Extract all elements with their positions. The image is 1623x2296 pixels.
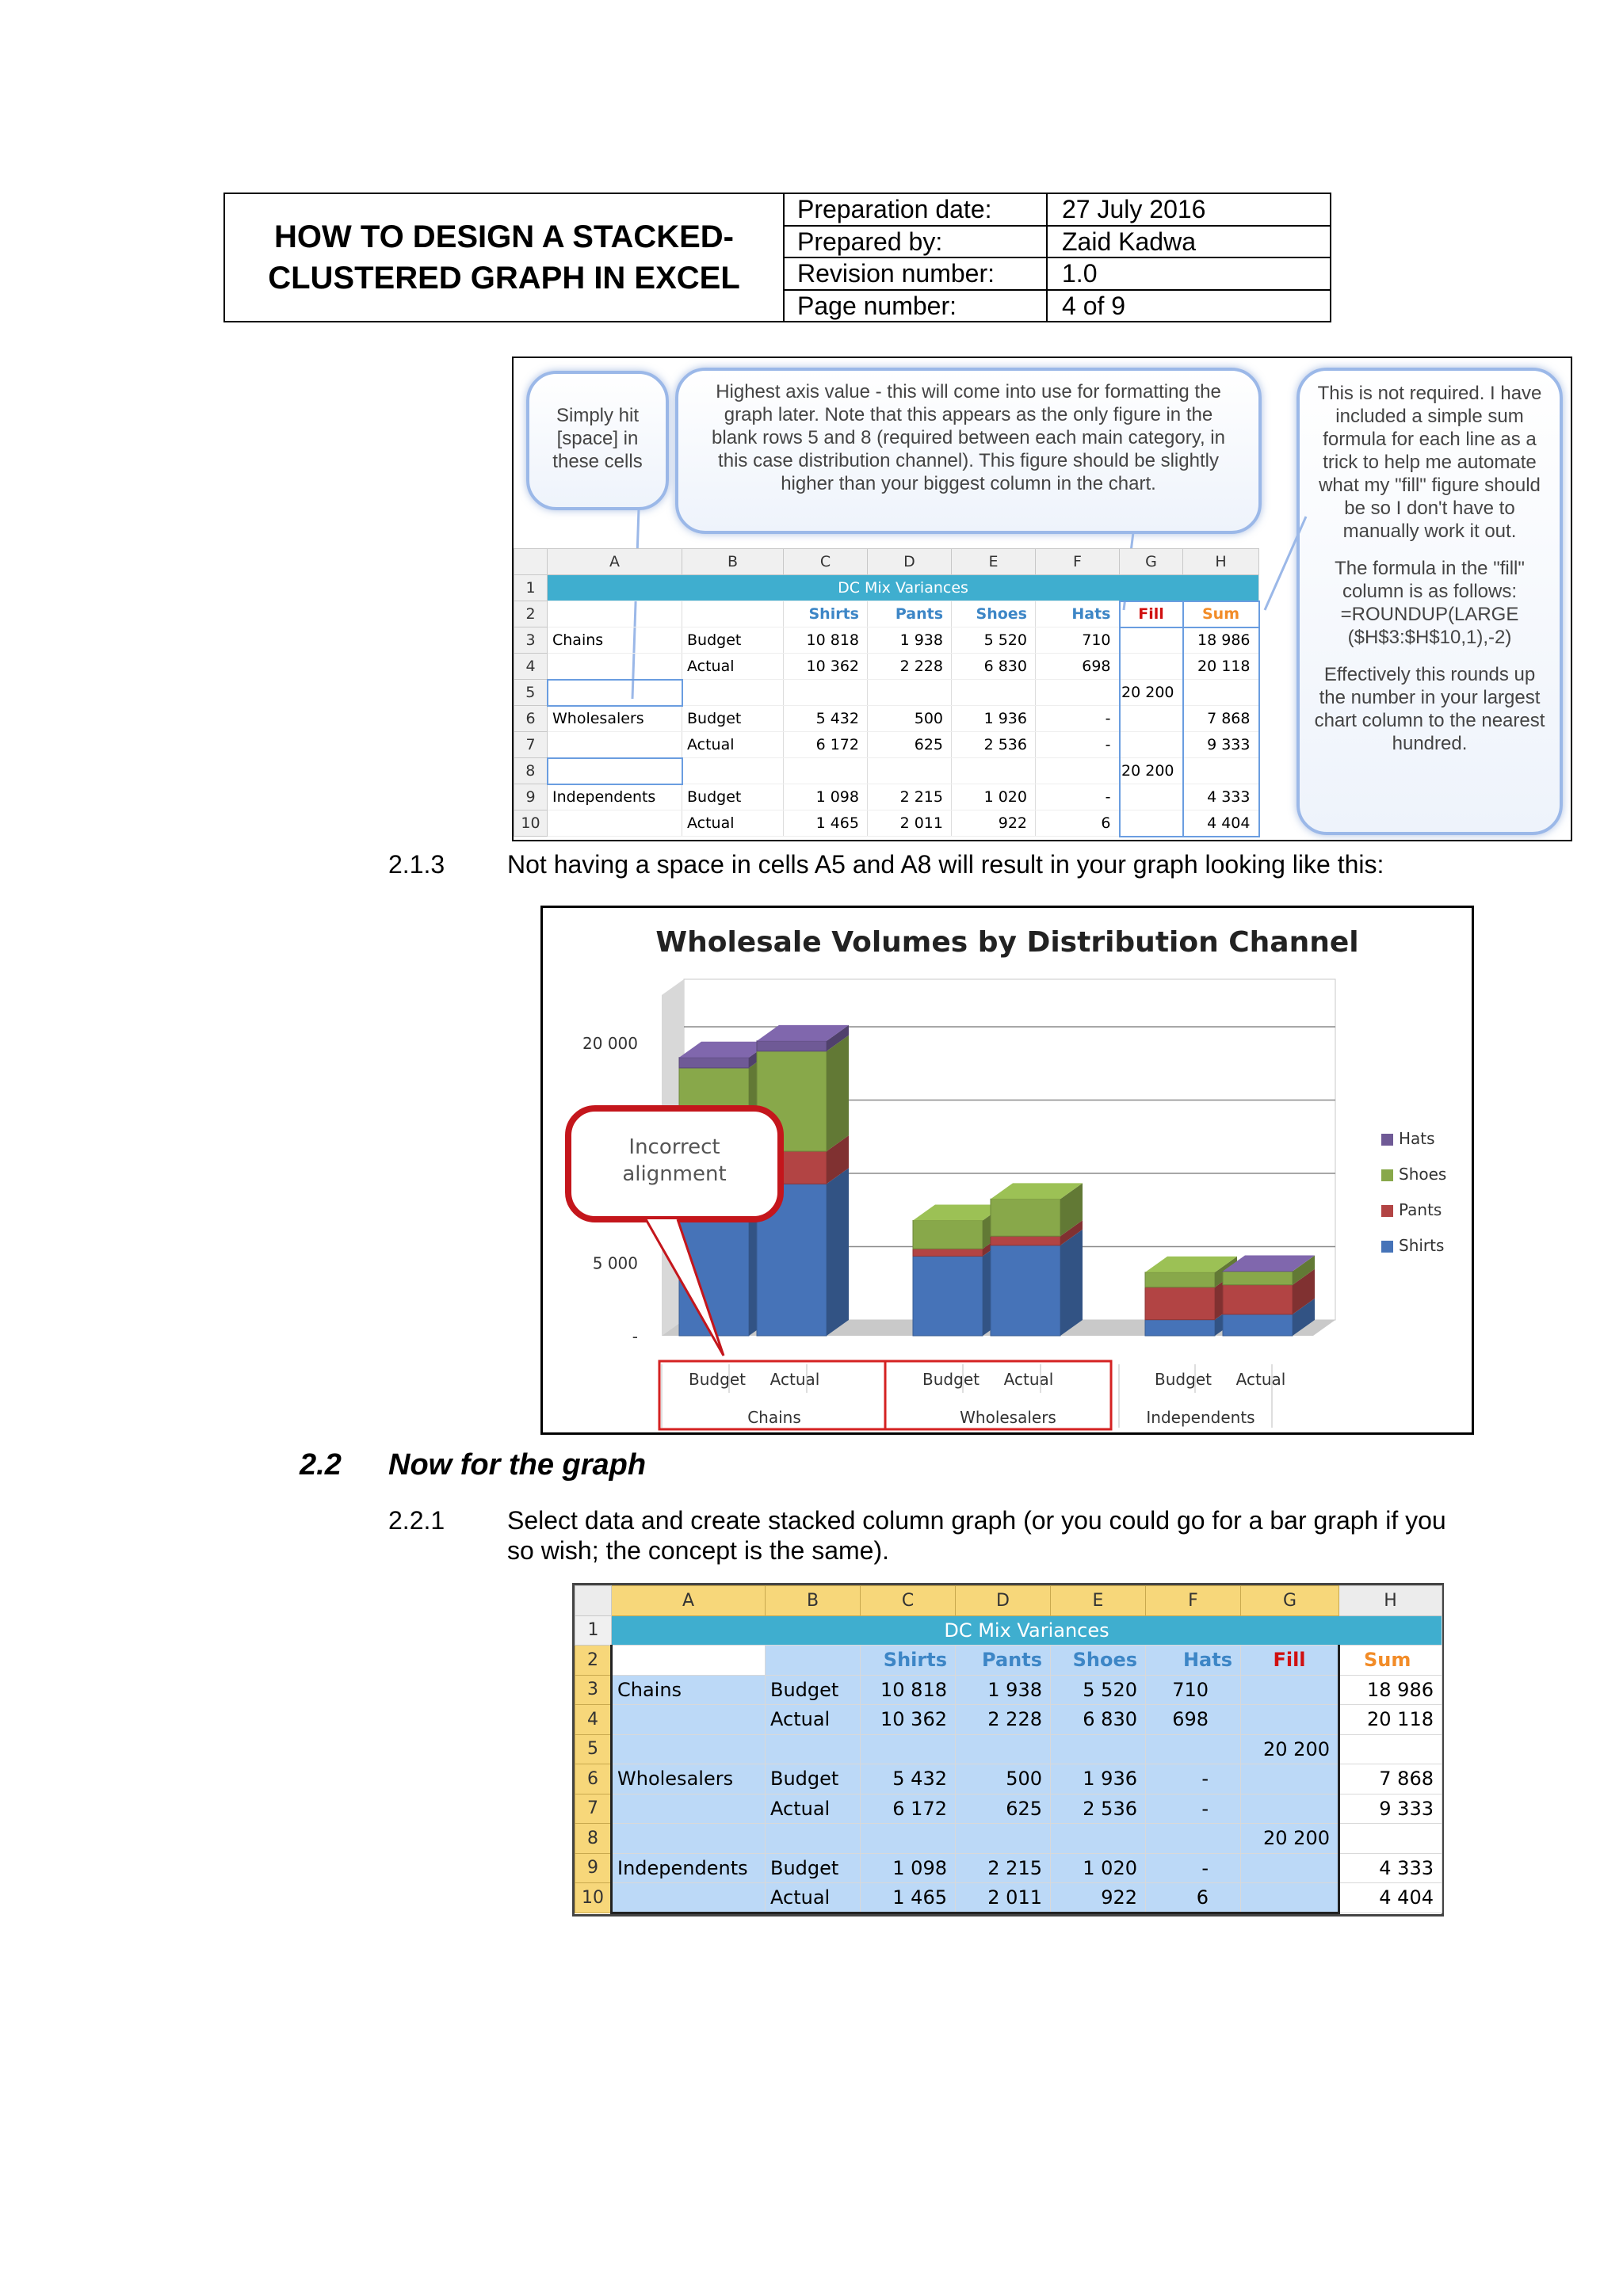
- table-row: [575, 1646, 1442, 1676]
- cell[interactable]: 2 011: [868, 810, 952, 837]
- bar-segment-shirts: [991, 1245, 1060, 1336]
- cell[interactable]: [612, 1705, 766, 1735]
- table-row: [514, 810, 1259, 837]
- column-header[interactable]: G: [1241, 1586, 1339, 1616]
- cell[interactable]: 500: [956, 1764, 1051, 1794]
- cell[interactable]: [1120, 732, 1183, 758]
- cell[interactable]: [861, 1824, 956, 1854]
- bar-segment-hats: [679, 1058, 749, 1068]
- row-header[interactable]: 9: [514, 784, 548, 810]
- cell[interactable]: 1 936: [952, 706, 1036, 732]
- table-row: [514, 627, 1259, 654]
- header-cell[interactable]: Shirts: [861, 1646, 956, 1676]
- cell[interactable]: -: [1146, 1853, 1241, 1883]
- cell[interactable]: Actual: [682, 732, 784, 758]
- cell[interactable]: 710: [1146, 1675, 1241, 1705]
- cell[interactable]: [868, 758, 952, 784]
- cell[interactable]: [682, 680, 784, 706]
- y-tick-label: 20 000: [582, 1034, 638, 1053]
- group-label: Independents: [1146, 1408, 1255, 1427]
- cell[interactable]: 6 830: [1051, 1705, 1146, 1735]
- legend-label-hats: Hats: [1399, 1129, 1435, 1148]
- cell[interactable]: Wholesalers: [548, 706, 682, 732]
- cell[interactable]: [1036, 680, 1120, 706]
- cell[interactable]: 4 333: [1183, 784, 1259, 810]
- table-row: [575, 1615, 1442, 1646]
- cell[interactable]: [612, 1824, 766, 1854]
- legend-swatch-shoes: [1381, 1169, 1393, 1181]
- cell[interactable]: Independents: [612, 1853, 766, 1883]
- group-label: Wholesalers: [960, 1408, 1056, 1427]
- row-header[interactable]: 7: [514, 732, 548, 758]
- cell[interactable]: 1 098: [861, 1853, 956, 1883]
- cell[interactable]: 18 986: [1183, 627, 1259, 654]
- cell[interactable]: 5 520: [952, 627, 1036, 654]
- cell[interactable]: Actual: [766, 1883, 861, 1913]
- cell[interactable]: 5 432: [861, 1764, 956, 1794]
- cell[interactable]: [612, 1734, 766, 1764]
- cell[interactable]: 1 936: [1051, 1764, 1146, 1794]
- section-text: Not having a space in cells A5 and A8 will result in your graph looking like this:: [507, 850, 1384, 879]
- cell[interactable]: 4 404: [1339, 1883, 1442, 1913]
- cell[interactable]: 1 938: [956, 1675, 1051, 1705]
- cell[interactable]: 710: [1036, 627, 1120, 654]
- table-row: [514, 706, 1259, 732]
- row-header[interactable]: 6: [514, 706, 548, 732]
- header-cell[interactable]: Shoes: [1051, 1646, 1146, 1676]
- header-cell[interactable]: Pants: [868, 601, 952, 627]
- cell[interactable]: [784, 680, 868, 706]
- cell[interactable]: 2 536: [1051, 1794, 1146, 1824]
- cell[interactable]: [1241, 1794, 1339, 1824]
- header-cell[interactable]: Fill: [1120, 601, 1183, 627]
- cell[interactable]: 20 200: [1120, 758, 1183, 784]
- header-row: [785, 227, 1330, 259]
- cell[interactable]: [1051, 1824, 1146, 1854]
- cell[interactable]: 20 118: [1339, 1705, 1442, 1735]
- section-heading-number: 2.2: [300, 1448, 342, 1482]
- cell[interactable]: Actual: [766, 1705, 861, 1735]
- bar-segment-shirts: [1145, 1320, 1215, 1336]
- corner-cell[interactable]: [514, 549, 548, 575]
- cell[interactable]: 5 432: [784, 706, 868, 732]
- table-row: [514, 784, 1259, 810]
- cell[interactable]: [1241, 1764, 1339, 1794]
- row-header[interactable]: 9: [575, 1853, 612, 1883]
- cell[interactable]: 10 362: [861, 1705, 956, 1735]
- cell[interactable]: [682, 758, 784, 784]
- cell[interactable]: [1339, 1824, 1442, 1854]
- cell[interactable]: [1051, 1734, 1146, 1764]
- bar-segment-shirts: [913, 1257, 983, 1336]
- cell[interactable]: 6 172: [861, 1794, 956, 1824]
- cell[interactable]: 2 228: [868, 654, 952, 680]
- column-header[interactable]: E: [1051, 1586, 1146, 1616]
- cell[interactable]: [952, 680, 1036, 706]
- column-header[interactable]: B: [766, 1586, 861, 1616]
- cell[interactable]: 20 200: [1241, 1734, 1339, 1764]
- category-label: Actual: [769, 1370, 820, 1389]
- row-header[interactable]: 10: [575, 1883, 612, 1913]
- cell[interactable]: [952, 758, 1036, 784]
- cell[interactable]: [1183, 758, 1259, 784]
- cell[interactable]: Budget: [766, 1675, 861, 1705]
- document-header: [223, 193, 1331, 322]
- table-row: [575, 1734, 1442, 1764]
- bar-segment-shoes: [1145, 1272, 1215, 1287]
- table-row: [514, 654, 1259, 680]
- bar-segment-pants: [991, 1236, 1060, 1245]
- cell[interactable]: 1 020: [952, 784, 1036, 810]
- bar-side-shirts: [827, 1168, 849, 1336]
- bar-segment-hats: [757, 1041, 827, 1051]
- column-header[interactable]: C: [861, 1586, 956, 1616]
- callout-sum-intro: This is not required. I have included a simple sum formula for each line as a trick to help me automate what my "fill" figure should be so I don't have to manually work it out.: [1317, 383, 1542, 542]
- cell[interactable]: 922: [952, 810, 1036, 837]
- header-key: Prepared by:: [785, 227, 1048, 257]
- table-row: [514, 758, 1259, 784]
- table-row: [514, 732, 1259, 758]
- cell[interactable]: [766, 1734, 861, 1764]
- header-cell[interactable]: Pants: [956, 1646, 1051, 1676]
- column-header[interactable]: F: [1036, 549, 1120, 575]
- row-header[interactable]: 6: [575, 1764, 612, 1794]
- header-row: [785, 194, 1330, 227]
- row-header[interactable]: 7: [575, 1794, 612, 1824]
- cell[interactable]: [612, 1883, 766, 1913]
- header-row: [785, 258, 1330, 291]
- cell[interactable]: 9 333: [1339, 1794, 1442, 1824]
- bar-segment-pants: [913, 1249, 983, 1256]
- cell[interactable]: 7 868: [1339, 1764, 1442, 1794]
- row-header[interactable]: 10: [514, 810, 548, 837]
- cell[interactable]: 1 465: [861, 1883, 956, 1913]
- annotation-text: Incorrect alignment: [622, 1135, 727, 1186]
- cell[interactable]: [1241, 1705, 1339, 1735]
- cell[interactable]: [1241, 1883, 1339, 1913]
- callout-space: Simply hit [space] in these cells: [526, 371, 669, 510]
- section-number: 2.2.1: [388, 1506, 445, 1535]
- group-label: Chains: [747, 1408, 801, 1427]
- cell[interactable]: 2 215: [868, 784, 952, 810]
- cell[interactable]: [1120, 627, 1183, 654]
- y-tick-label: 5 000: [592, 1253, 638, 1273]
- cell[interactable]: 1 938: [868, 627, 952, 654]
- category-label: Actual: [1003, 1370, 1054, 1389]
- cell[interactable]: [1120, 810, 1183, 837]
- cell[interactable]: 6: [1036, 810, 1120, 837]
- cell[interactable]: [1146, 1734, 1241, 1764]
- header-value: 27 July 2016: [1062, 195, 1206, 223]
- cell[interactable]: 698: [1146, 1705, 1241, 1735]
- banner-cell[interactable]: DC Mix Variances: [548, 575, 1259, 601]
- cell[interactable]: [548, 732, 682, 758]
- column-header[interactable]: H: [1183, 549, 1259, 575]
- column-header-row: [514, 549, 1259, 575]
- header-cell[interactable]: Shoes: [952, 601, 1036, 627]
- column-header[interactable]: D: [868, 549, 952, 575]
- cell[interactable]: 6 830: [952, 654, 1036, 680]
- cell[interactable]: [548, 810, 682, 837]
- legend-swatch-hats: [1381, 1134, 1393, 1146]
- header-cell[interactable]: Shirts: [784, 601, 868, 627]
- cell[interactable]: 2 228: [956, 1705, 1051, 1735]
- cell[interactable]: 1 098: [784, 784, 868, 810]
- cell[interactable]: 9 333: [1183, 732, 1259, 758]
- cell[interactable]: [1120, 654, 1183, 680]
- bar-segment-shoes: [1223, 1272, 1293, 1285]
- row-header[interactable]: 2: [514, 601, 548, 627]
- cell[interactable]: [956, 1824, 1051, 1854]
- cell[interactable]: 20 118: [1183, 654, 1259, 680]
- cell[interactable]: 6 172: [784, 732, 868, 758]
- cell[interactable]: [612, 1646, 766, 1676]
- cell[interactable]: 10 362: [784, 654, 868, 680]
- cell[interactable]: [784, 758, 868, 784]
- cell[interactable]: 698: [1036, 654, 1120, 680]
- row-header[interactable]: 5: [575, 1734, 612, 1764]
- cell[interactable]: 10 818: [784, 627, 868, 654]
- column-header[interactable]: H: [1339, 1586, 1442, 1616]
- header-key: Revision number:: [785, 258, 1048, 289]
- cell[interactable]: 1 465: [784, 810, 868, 837]
- row-header[interactable]: 2: [575, 1646, 612, 1676]
- column-header[interactable]: B: [682, 549, 784, 575]
- header-cell[interactable]: Hats: [1146, 1646, 1241, 1676]
- cell[interactable]: [1120, 706, 1183, 732]
- row-header[interactable]: 4: [575, 1705, 612, 1735]
- table-row: [575, 1794, 1442, 1824]
- table-row: [575, 1883, 1442, 1913]
- bar-segment-shirts: [1223, 1314, 1293, 1336]
- callout-sum-effect: Effectively this rounds up the number in your largest chart column to the nearest hundred.: [1314, 664, 1545, 754]
- section-text-line-1: Select data and create stacked column graph (or you could go for a bar graph if you: [507, 1506, 1446, 1535]
- cell[interactable]: Chains: [612, 1675, 766, 1705]
- header-value: 1.0: [1062, 259, 1098, 288]
- cell[interactable]: 10 818: [861, 1675, 956, 1705]
- column-header[interactable]: G: [1120, 549, 1183, 575]
- y-tick-label: -: [632, 1327, 638, 1346]
- table-row: [514, 575, 1259, 601]
- callout-sum-formula: The formula in the "fill" column is as follows: =ROUNDUP(LARGE ($H$3:$H$10,1),-2): [1335, 558, 1525, 648]
- cell[interactable]: [548, 654, 682, 680]
- table-row: [575, 1853, 1442, 1883]
- cell[interactable]: -: [1036, 732, 1120, 758]
- cell[interactable]: [1146, 1824, 1241, 1854]
- legend-label-shoes: Shoes: [1399, 1165, 1447, 1184]
- cell[interactable]: Actual: [682, 654, 784, 680]
- header-key: Preparation date:: [785, 194, 1048, 225]
- column-header[interactable]: F: [1146, 1586, 1241, 1616]
- chart-title: Wholesale Volumes by Distribution Channel: [655, 926, 1359, 959]
- cell[interactable]: Budget: [682, 706, 784, 732]
- chart-container: [540, 906, 1474, 1435]
- bar-side-shirts: [1060, 1230, 1083, 1336]
- cell[interactable]: 7 868: [1183, 706, 1259, 732]
- section-number: 2.1.3: [388, 850, 445, 879]
- cell[interactable]: 625: [956, 1794, 1051, 1824]
- cell[interactable]: Chains: [548, 627, 682, 654]
- cell[interactable]: Budget: [682, 784, 784, 810]
- spreadsheet-small: [514, 548, 1258, 837]
- section-heading-title: Now for the graph: [388, 1448, 647, 1482]
- cell[interactable]: [1183, 680, 1259, 706]
- bar-segment-pants: [1223, 1285, 1293, 1314]
- stacked-column-chart: [543, 908, 1472, 1432]
- row-header[interactable]: 1: [575, 1615, 612, 1646]
- table-row: [514, 680, 1259, 706]
- cell[interactable]: [1036, 758, 1120, 784]
- selected-spreadsheet-screenshot: [572, 1583, 1444, 1917]
- column-header[interactable]: A: [612, 1586, 766, 1616]
- highlighted-space-cell[interactable]: [548, 758, 682, 784]
- cell[interactable]: 1 020: [1051, 1853, 1146, 1883]
- banner-cell[interactable]: DC Mix Variances: [612, 1615, 1442, 1646]
- header-info: [785, 194, 1330, 321]
- header-cell[interactable]: Sum: [1183, 601, 1259, 627]
- table-row: [575, 1764, 1442, 1794]
- column-header-row: [575, 1586, 1442, 1616]
- row-header[interactable]: 3: [575, 1675, 612, 1705]
- legend-swatch-shirts: [1381, 1241, 1393, 1253]
- cell[interactable]: 6: [1146, 1883, 1241, 1913]
- bar-segment-pants: [1145, 1287, 1215, 1320]
- column-header[interactable]: D: [956, 1586, 1051, 1616]
- cell[interactable]: Budget: [682, 627, 784, 654]
- cell[interactable]: 5 520: [1051, 1675, 1146, 1705]
- section-text-line-2: so wish; the concept is the same).: [507, 1536, 889, 1565]
- column-header[interactable]: A: [548, 549, 682, 575]
- cell[interactable]: [682, 601, 784, 627]
- cell[interactable]: 4 404: [1183, 810, 1259, 837]
- highlighted-space-cell[interactable]: [548, 680, 682, 706]
- header-value: 4 of 9: [1062, 291, 1126, 320]
- cell[interactable]: [548, 601, 682, 627]
- legend-label-pants: Pants: [1399, 1200, 1442, 1219]
- cell[interactable]: [1241, 1675, 1339, 1705]
- row-header[interactable]: 4: [514, 654, 548, 680]
- cell[interactable]: [1241, 1853, 1339, 1883]
- row-header[interactable]: 3: [514, 627, 548, 654]
- category-label: Budget: [689, 1370, 746, 1389]
- table-row: [575, 1675, 1442, 1705]
- category-label: Actual: [1235, 1370, 1286, 1389]
- cell[interactable]: [861, 1734, 956, 1764]
- cell[interactable]: Budget: [766, 1853, 861, 1883]
- corner-cell[interactable]: [575, 1586, 612, 1616]
- category-label: Budget: [922, 1370, 980, 1389]
- bar-segment-shoes: [913, 1220, 983, 1249]
- header-cell[interactable]: Sum: [1339, 1646, 1442, 1676]
- row-header[interactable]: 5: [514, 680, 548, 706]
- header-value: Zaid Kadwa: [1062, 227, 1196, 256]
- document-title: HOW TO DESIGN A STACKED-CLUSTERED GRAPH IN EXCEL: [225, 194, 785, 321]
- row-header[interactable]: 8: [575, 1824, 612, 1854]
- row-header[interactable]: 1: [514, 575, 548, 601]
- cell[interactable]: Actual: [682, 810, 784, 837]
- cell[interactable]: Wholesalers: [612, 1764, 766, 1794]
- column-header[interactable]: C: [784, 549, 868, 575]
- cell[interactable]: 625: [868, 732, 952, 758]
- cell[interactable]: 20 200: [1120, 680, 1183, 706]
- cell[interactable]: -: [1036, 706, 1120, 732]
- cell[interactable]: [1339, 1734, 1442, 1764]
- category-label: Budget: [1155, 1370, 1212, 1389]
- cell[interactable]: 4 333: [1339, 1853, 1442, 1883]
- cell[interactable]: 2 536: [952, 732, 1036, 758]
- row-header[interactable]: 8: [514, 758, 548, 784]
- cell[interactable]: -: [1146, 1794, 1241, 1824]
- cell[interactable]: [766, 1646, 861, 1676]
- cell[interactable]: [612, 1794, 766, 1824]
- cell[interactable]: [956, 1734, 1051, 1764]
- table-row: [575, 1824, 1442, 1854]
- bar-segment-shoes: [991, 1199, 1060, 1236]
- cell[interactable]: 18 986: [1339, 1675, 1442, 1705]
- callout-sum: [1296, 368, 1563, 835]
- cell[interactable]: Independents: [548, 784, 682, 810]
- legend-label-shirts: Shirts: [1399, 1236, 1445, 1255]
- header-row: [785, 291, 1330, 322]
- cell[interactable]: 20 200: [1241, 1824, 1339, 1854]
- header-key: Page number:: [785, 291, 1048, 322]
- header-cell[interactable]: Hats: [1036, 601, 1120, 627]
- cell[interactable]: 922: [1051, 1883, 1146, 1913]
- cell[interactable]: [868, 680, 952, 706]
- table-row: [514, 601, 1259, 627]
- cell[interactable]: 2 011: [956, 1883, 1051, 1913]
- cell[interactable]: [766, 1824, 861, 1854]
- cell[interactable]: 500: [868, 706, 952, 732]
- legend-swatch-pants: [1381, 1205, 1393, 1217]
- cell[interactable]: [1120, 784, 1183, 810]
- cell[interactable]: -: [1036, 784, 1120, 810]
- column-header[interactable]: E: [952, 549, 1036, 575]
- cell[interactable]: Actual: [766, 1794, 861, 1824]
- cell[interactable]: Budget: [766, 1764, 861, 1794]
- bar-side-shoes: [827, 1035, 849, 1151]
- table-row: [575, 1705, 1442, 1735]
- cell[interactable]: 2 215: [956, 1853, 1051, 1883]
- header-cell[interactable]: Fill: [1241, 1646, 1339, 1676]
- callout-axis: Highest axis value - this will come into use for formatting the graph later. Note that this appears as the only figure in the blank rows 5 and 8 (required between each main category, in this case distribution channel). This figure should be slightly higher than your biggest column in the chart.: [675, 368, 1262, 534]
- annotated-spreadsheet-screenshot: [512, 357, 1572, 841]
- cell[interactable]: -: [1146, 1764, 1241, 1794]
